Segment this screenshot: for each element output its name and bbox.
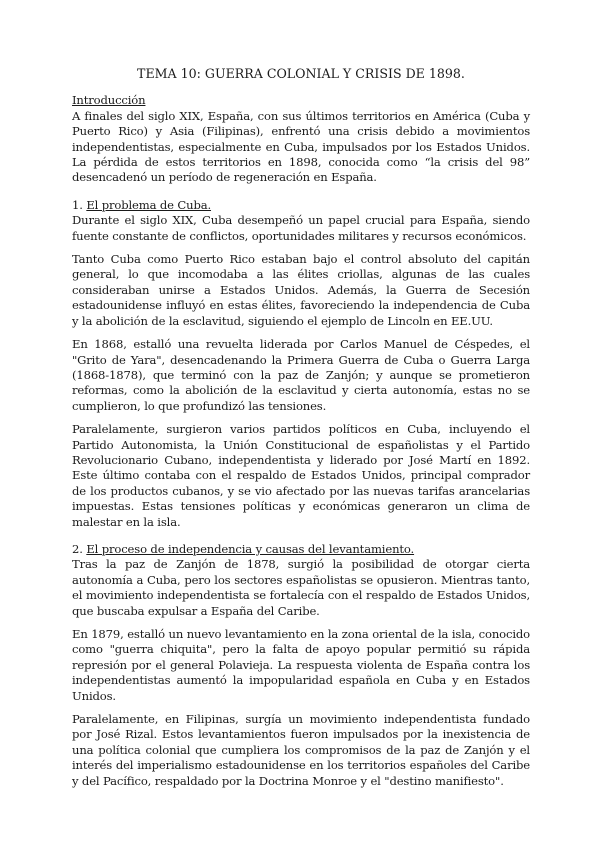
document-page xyxy=(72,66,530,797)
section-2-number: 2. xyxy=(72,541,87,556)
section-1-paragraph-1: Durante el siglo XIX, Cuba desempeñó un papel crucial para España, siendo fuente constante de conflictos, oportunidades militares y recursos económicos. xyxy=(72,213,530,243)
section-2-paragraph-3: Paralelamente, en Filipinas, surgía un movimiento independentista fundado por José Rizal. Estos levantamientos fueron impulsados por la inexistencia de una política colonial que cumpliera los compromisos de la paz de Zanjón y el interés del imperialismo estadounidense en los territorios españoles del Caribe y del Pacífico, respaldado por la Doctrina Monroe y el "destino manifiesto". xyxy=(72,712,530,788)
section-2-paragraph-1: Tras la paz de Zanjón de 1878, surgió la posibilidad de otorgar cierta autonomía a Cuba, pero los sectores españolistas se opusieron. Mientras tanto, el movimiento independentista se fortalecía con el respaldo de Estados Unidos, que buscaba expulsar a España del Caribe. xyxy=(72,557,530,618)
intro-paragraph: A finales del siglo XIX, España, con sus últimos territorios en América (Cuba y Puerto Rico) y Asia (Filipinas), enfrentó una crisis debido a movimientos independentistas, especialmente en Cuba, impulsados por los Estados Unidos. La pérdida de estos territorios en 1898, conocida como “la crisis del 98” desencadenó un período de regeneración en España. xyxy=(72,108,530,185)
section-1-heading xyxy=(72,198,530,213)
section-1-paragraph-3: En 1868, estalló una revuelta liderada por Carlos Manuel de Céspedes, el "Grito de Yara", desencadenando la Primera Guerra de Cuba o Guerra Larga (1868-1878), que terminó con la paz de Zanjón; y aunque se prometieron reformas, como la abolición de la esclavitud y cierta autonomía, estas no se cumplieron, lo que profundizó las tensiones. xyxy=(72,337,530,413)
intro-heading: Introducción xyxy=(72,93,146,108)
section-1 xyxy=(72,198,530,530)
section-1-number: 1. xyxy=(72,197,87,212)
section-2-paragraph-2: En 1879, estalló un nuevo levantamiento en la zona oriental de la isla, conocido como "guerra chiquita", pero la falta de apoyo popular permitió su rápida represión por el general Polavieja. La respuesta violenta de España contra los independentistas aumentó la impopularidad española en Cuba y en Estados Unidos. xyxy=(72,627,530,703)
section-2 xyxy=(72,542,530,789)
section-2-title: El proceso de independencia y causas del levantamiento. xyxy=(86,541,415,556)
intro-section xyxy=(72,93,530,185)
section-1-paragraph-4: Paralelamente, surgieron varios partidos políticos en Cuba, incluyendo el Partido Autonomista, la Unión Constitucional de españolistas y el Partido Revolucionario Cubano, independentista y liderado por José Martí en 1892. Este último contaba con el respaldo de Estados Unidos, principal comprador de los productos cubanos, y se vio afectado por las nuevas tarifas arancelarias impuestas. Estas tensiones políticas y económicas generaron un clima de malestar en la isla. xyxy=(72,422,530,529)
section-2-heading xyxy=(72,542,530,557)
document-title: TEMA 10: GUERRA COLONIAL Y CRISIS DE 1898. xyxy=(137,66,465,81)
section-1-paragraph-2: Tanto Cuba como Puerto Rico estaban bajo el control absoluto del capitán general, lo que incomodaba a las élites criollas, algunas de las cuales consideraban unirse a Estados Unidos. Además, la Guerra de Secesión estadounidense influyó en estas élites, favoreciendo la independencia de Cuba y la abolición de la esclavitud, siguiendo el ejemplo de Lincoln en EE.UU. xyxy=(72,252,530,328)
section-1-title: El problema de Cuba. xyxy=(86,197,212,212)
